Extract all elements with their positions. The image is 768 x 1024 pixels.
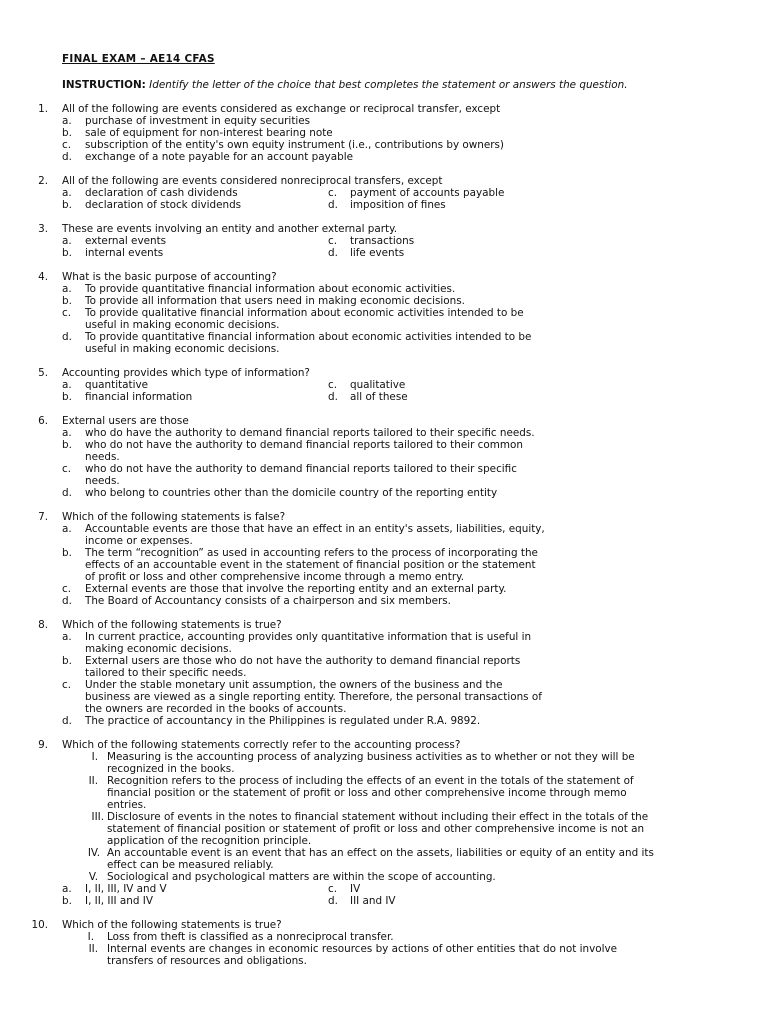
roman-numeral: III. xyxy=(91,811,104,823)
question-text: All of the following are events considered nonreciprocal transfers, except xyxy=(62,175,443,187)
question-5 xyxy=(0,367,768,403)
statement-text: Measuring is the accounting process of analyzing business activities as to whether or not they will be xyxy=(107,751,635,763)
choice-text: all of these xyxy=(350,391,408,403)
choice-letter: b. xyxy=(62,391,72,403)
choice-letter: b. xyxy=(62,199,72,211)
roman-numeral: II. xyxy=(88,775,98,787)
choice-text: To provide quantitative financial information about economic activities intended to be xyxy=(85,331,532,343)
statement-text: Internal events are changes in economic resources by actions of other entities that do not involve xyxy=(107,943,618,955)
choice-text: life events xyxy=(350,247,405,259)
choice-letter: a. xyxy=(62,115,72,127)
statement-text: An accountable event is an event that has an effect on the assets, liabilities or equity of an entity and its xyxy=(107,847,654,859)
choice-text: IV xyxy=(350,883,361,895)
choice-letter: d. xyxy=(328,895,338,907)
choice-letter: d. xyxy=(62,595,72,607)
question-number: 8. xyxy=(38,619,48,631)
choice-letter: a. xyxy=(62,427,72,439)
statement-text: Disclosure of events in the notes to financial statement without including their effect in the totals of the xyxy=(107,811,649,823)
choice-text: The term “recognition” as used in accounting refers to the process of incorporating the xyxy=(85,547,538,559)
statement-text: Recognition refers to the process of including the effects of an event in the totals of the statement of xyxy=(107,775,634,787)
choice-text: imposition of fines xyxy=(350,199,446,211)
choice-text: exchange of a note payable for an account payable xyxy=(85,151,353,163)
choice-text-continued: useful in making economic decisions. xyxy=(85,343,280,355)
statement-text-continued: entries. xyxy=(107,799,147,811)
question-9 xyxy=(0,739,768,907)
roman-numeral: I. xyxy=(87,931,94,943)
choice-letter: d. xyxy=(328,247,338,259)
choice-letter: b. xyxy=(62,295,72,307)
choice-text: financial information xyxy=(85,391,193,403)
choice-text: who do not have the authority to demand financial reports tailored to their common xyxy=(85,439,523,451)
instruction-text: Identify the letter of the choice that best completes the statement or answers the question. xyxy=(149,79,628,91)
choice-letter: b. xyxy=(62,547,72,559)
instruction xyxy=(62,79,742,91)
choice-letter: b. xyxy=(62,655,72,667)
choice-text: External events are those that involve the reporting entity and an external party. xyxy=(85,583,507,595)
question-number: 4. xyxy=(38,271,48,283)
question-4 xyxy=(0,271,768,355)
question-text: Which of the following statements is true? xyxy=(62,919,282,931)
choice-text: To provide qualitative financial information about economic activities intended to be xyxy=(85,307,524,319)
choice-text: transactions xyxy=(350,235,415,247)
choice-letter: c. xyxy=(62,139,72,151)
question-2 xyxy=(0,175,768,211)
choice-letter: d. xyxy=(328,391,338,403)
question-1 xyxy=(0,103,768,163)
choice-text: To provide quantitative financial information about economic activities. xyxy=(85,283,456,295)
question-text: These are events involving an entity and another external party. xyxy=(62,223,398,235)
choice-text-continued: needs. xyxy=(85,475,120,487)
choice-text: I, II, III, IV and V xyxy=(85,883,167,895)
choice-text-continued: useful in making economic decisions. xyxy=(85,319,280,331)
choice-letter: a. xyxy=(62,187,72,199)
choice-letter: c. xyxy=(62,307,72,319)
choice-text: purchase of investment in equity securities xyxy=(85,115,311,127)
choice-text: who do have the authority to demand financial reports tailored to their specific needs. xyxy=(85,427,535,439)
choice-text: To provide all information that users need in making economic decisions. xyxy=(85,295,465,307)
question-text: Which of the following statements is false? xyxy=(62,511,286,523)
question-text: External users are those xyxy=(62,415,189,427)
choice-text-continued: making economic decisions. xyxy=(85,643,232,655)
statement-text: Sociological and psychological matters are within the scope of accounting. xyxy=(107,871,496,883)
choice-text: I, II, III and IV xyxy=(85,895,153,907)
choice-text: Under the stable monetary unit assumption, the owners of the business and the xyxy=(85,679,503,691)
question-text: Which of the following statements correctly refer to the accounting process? xyxy=(62,739,461,751)
question-number: 10. xyxy=(31,919,48,931)
choice-letter: c. xyxy=(328,187,338,199)
question-number: 7. xyxy=(38,511,48,523)
choice-letter: a. xyxy=(62,379,72,391)
choice-text-continued: income or expenses. xyxy=(85,535,193,547)
question-6 xyxy=(0,415,768,499)
question-text: Accounting provides which type of information? xyxy=(62,367,310,379)
choice-letter: c. xyxy=(328,883,338,895)
statement-text-continued: statement of financial position or statement of profit or loss and other comprehensive income is not an xyxy=(107,823,645,835)
question-number: 5. xyxy=(38,367,48,379)
choice-text-continued: needs. xyxy=(85,451,120,463)
statement-text: Loss from theft is classified as a nonreciprocal transfer. xyxy=(107,931,394,943)
choice-letter: c. xyxy=(328,379,338,391)
choice-text: The practice of accountancy in the Philippines is regulated under R.A. 9892. xyxy=(85,715,481,727)
roman-numeral: IV. xyxy=(87,847,100,859)
question-10 xyxy=(0,919,768,967)
choice-text-continued: of profit or loss and other comprehensive income through a memo entry. xyxy=(85,571,465,583)
choice-text-continued: the owners are recorded in the books of accounts. xyxy=(85,703,347,715)
choice-text: qualitative xyxy=(350,379,406,391)
choice-text: declaration of cash dividends xyxy=(85,187,238,199)
choice-text: subscription of the entity's own equity instrument (i.e., contributions by owners) xyxy=(85,139,504,151)
instruction-label: INSTRUCTION: xyxy=(62,79,146,91)
choice-text-continued: effects of an accountable event in the statement of financial position or the statement xyxy=(85,559,536,571)
choice-letter: d. xyxy=(62,151,72,163)
choice-text: internal events xyxy=(85,247,164,259)
choice-text: quantitative xyxy=(85,379,149,391)
question-number: 6. xyxy=(38,415,48,427)
choice-letter: b. xyxy=(62,247,72,259)
choice-text-continued: tailored to their specific needs. xyxy=(85,667,247,679)
choice-letter: a. xyxy=(62,631,72,643)
statement-text-continued: application of the recognition principle. xyxy=(107,835,312,847)
choice-text: The Board of Accountancy consists of a chairperson and six members. xyxy=(85,595,451,607)
statement-text-continued: transfers of resources and obligations. xyxy=(107,955,307,967)
roman-numeral: I. xyxy=(91,751,98,763)
choice-letter: d. xyxy=(62,715,72,727)
choice-text: external events xyxy=(85,235,167,247)
question-text: Which of the following statements is true? xyxy=(62,619,282,631)
choice-text: who do not have the authority to demand financial reports tailored to their specific xyxy=(85,463,517,475)
exam-title: FINAL EXAM – AE14 CFAS xyxy=(62,53,215,65)
choice-text: declaration of stock dividends xyxy=(85,199,242,211)
question-8 xyxy=(0,619,768,727)
choice-letter: c. xyxy=(62,463,72,475)
choice-text: payment of accounts payable xyxy=(350,187,505,199)
statement-text-continued: effect can be measured reliably. xyxy=(107,859,274,871)
statement-text-continued: financial position or the statement of profit or loss and other comprehensive income through memo xyxy=(107,787,627,799)
roman-numeral: II. xyxy=(88,943,98,955)
choice-letter: d. xyxy=(62,487,72,499)
choice-text: Accountable events are those that have an effect in an entity's assets, liabilities, equity, xyxy=(85,523,545,535)
choice-letter: b. xyxy=(62,895,72,907)
choice-letter: c. xyxy=(328,235,338,247)
choice-letter: c. xyxy=(62,679,72,691)
choice-letter: d. xyxy=(328,199,338,211)
choice-letter: a. xyxy=(62,883,72,895)
choice-letter: b. xyxy=(62,439,72,451)
question-number: 3. xyxy=(38,223,48,235)
question-number: 1. xyxy=(38,103,48,115)
choice-text: who belong to countries other than the domicile country of the reporting entity xyxy=(85,487,498,499)
question-number: 2. xyxy=(38,175,48,187)
choice-letter: c. xyxy=(62,583,72,595)
question-7 xyxy=(0,511,768,607)
question-text: All of the following are events considered as exchange or reciprocal transfer, except xyxy=(62,103,501,115)
choice-text: III and IV xyxy=(350,895,396,907)
choice-text-continued: business are viewed as a single reporting entity. Therefore, the personal transactions of xyxy=(85,691,542,703)
choice-letter: a. xyxy=(62,283,72,295)
choice-text: sale of equipment for non-interest bearing note xyxy=(85,127,333,139)
choice-letter: d. xyxy=(62,331,72,343)
statement-text-continued: recognized in the books. xyxy=(107,763,235,775)
choice-letter: a. xyxy=(62,523,72,535)
roman-numeral: V. xyxy=(88,871,98,883)
question-number: 9. xyxy=(38,739,48,751)
question-3 xyxy=(0,223,768,259)
choice-letter: b. xyxy=(62,127,72,139)
choice-text: In current practice, accounting provides only quantitative information that is useful in xyxy=(85,631,532,643)
choice-letter: a. xyxy=(62,235,72,247)
question-text: What is the basic purpose of accounting? xyxy=(62,271,277,283)
choice-text: External users are those who do not have the authority to demand financial reports xyxy=(85,655,521,667)
